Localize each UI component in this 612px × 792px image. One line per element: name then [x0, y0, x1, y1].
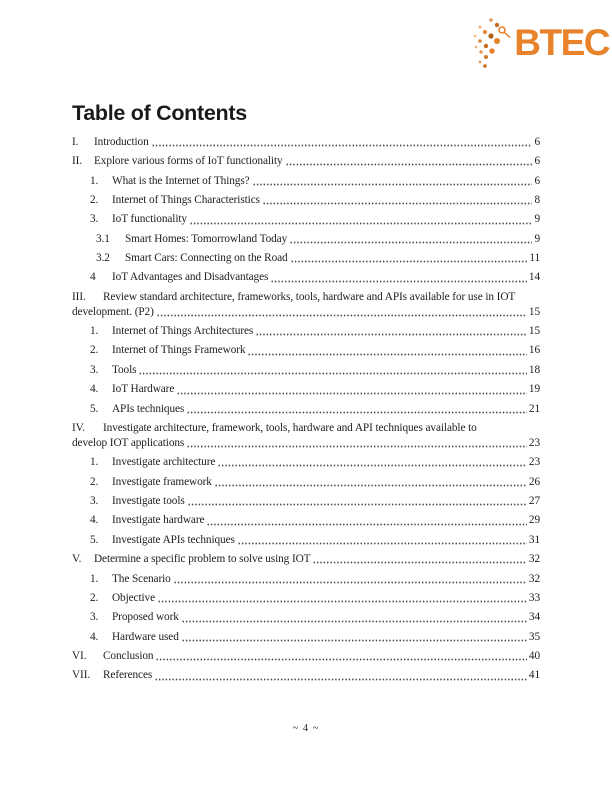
- toc-entry[interactable]: [90, 363, 540, 378]
- toc-entry-number: 5.: [90, 533, 99, 546]
- toc-page-number: 6: [534, 174, 540, 187]
- toc-entry-line: [90, 455, 540, 470]
- toc-entry-number: 3.: [90, 363, 99, 376]
- toc-dot-leader: [190, 222, 532, 225]
- toc-page-number: 27: [528, 494, 540, 507]
- toc-entry[interactable]: [90, 591, 540, 606]
- toc-dot-leader: [152, 144, 533, 147]
- page-title: Table of Contents: [72, 101, 247, 125]
- toc-entry-text: Objective: [112, 591, 156, 604]
- toc-dot-leader: [187, 445, 527, 448]
- toc-entry[interactable]: [90, 270, 540, 285]
- toc-entry-number: IV.: [72, 421, 85, 434]
- toc-entry-text: References: [103, 669, 153, 682]
- toc-entry-number: I.: [72, 135, 79, 148]
- toc-entry-number: 3.1: [96, 232, 110, 245]
- toc-entry-text: APIs techniques: [112, 402, 185, 415]
- toc-entry[interactable]: [90, 533, 540, 548]
- toc-entry-line: [90, 572, 540, 587]
- toc-entry[interactable]: [96, 251, 540, 266]
- toc-entry-line: [90, 402, 540, 417]
- toc-entry-line: [90, 363, 540, 378]
- toc-entry[interactable]: [90, 174, 540, 189]
- toc-dot-leader: [313, 561, 526, 564]
- toc-entry-line: [90, 324, 540, 339]
- toc-entry-text: IoT Hardware: [112, 383, 175, 396]
- toc-dot-leader: [263, 202, 533, 205]
- toc-entry-text: What is the Internet of Things?: [112, 174, 250, 187]
- toc-dot-leader: [155, 678, 527, 681]
- toc-entry-text: Conclusion: [103, 650, 154, 663]
- toc-entry-line: [90, 533, 540, 548]
- toc-page-number: 6: [534, 155, 540, 168]
- toc-dot-leader: [182, 620, 527, 623]
- toc-entry-text: Explore various forms of IoT functionality: [94, 155, 283, 168]
- toc-entry-text: Investigate hardware: [112, 514, 205, 527]
- toc-entry-text: Hardware used: [112, 630, 179, 643]
- toc-dot-leader: [290, 241, 532, 244]
- toc-entry[interactable]: [90, 513, 540, 528]
- toc-entry[interactable]: [90, 212, 540, 227]
- toc-entry-number: 4: [90, 271, 96, 284]
- toc-entry-line: [90, 343, 540, 358]
- page-number-footer: ~ 4 ~: [292, 723, 320, 734]
- toc-entry[interactable]: [72, 552, 540, 567]
- toc-entry-text: Investigate architecture, framework, tools, hardware and API techniques available to: [103, 421, 477, 434]
- toc-entry-line: [90, 174, 540, 189]
- toc-page-number: 6: [534, 135, 540, 148]
- toc-page-number: 29: [528, 514, 540, 527]
- toc-entry-number: 4.: [90, 383, 99, 396]
- toc-page-number: 31: [528, 533, 540, 546]
- toc-entry-number: 2.: [90, 344, 99, 357]
- toc-entry-line: [90, 475, 540, 490]
- toc-entry-text: IoT Advantages and Disadvantages: [112, 271, 269, 284]
- toc-entry[interactable]: [90, 455, 540, 470]
- toc-entry[interactable]: [90, 402, 540, 417]
- toc-page-number: 18: [528, 363, 540, 376]
- toc-dot-leader: [238, 542, 527, 545]
- toc-dot-leader: [188, 503, 527, 506]
- toc-dot-leader: [207, 523, 526, 526]
- toc-entry-number: VII.: [72, 669, 91, 682]
- toc-page-number: 32: [528, 572, 540, 585]
- toc-dot-leader: [157, 314, 527, 317]
- toc-page-number: 35: [528, 630, 540, 643]
- toc-entry-number: 3.: [90, 213, 99, 226]
- toc-entry-number: 1.: [90, 456, 99, 469]
- toc-entry-text-continued: develop IOT applications: [72, 436, 185, 449]
- toc-dot-leader: [156, 658, 526, 661]
- toc-entry-text: The Scenario: [112, 572, 171, 585]
- toc-page-number: 41: [528, 669, 540, 682]
- toc-entry-line: [90, 270, 540, 285]
- toc-entry-text: IoT functionality: [112, 213, 187, 226]
- toc-dot-leader: [187, 411, 527, 414]
- toc-page-number: 14: [528, 271, 540, 284]
- toc-entry-number: 2.: [90, 475, 99, 488]
- toc-entry-line: [90, 513, 540, 528]
- toc-entry-number: 1.: [90, 572, 99, 585]
- toc-entry-number: VI.: [72, 650, 87, 663]
- toc-dot-leader: [286, 163, 533, 166]
- toc-entry-number: II.: [72, 155, 83, 168]
- toc-entry[interactable]: [90, 494, 540, 509]
- toc-dot-leader: [215, 484, 527, 487]
- toc-dot-leader: [182, 639, 527, 642]
- toc-entry-line: [72, 290, 540, 305]
- toc-entry-line: [72, 421, 540, 436]
- toc-entry-number: 1.: [90, 325, 99, 338]
- toc-entry[interactable]: [72, 135, 540, 150]
- toc-entry-number: 2.: [90, 591, 99, 604]
- toc-entry-line: [90, 610, 540, 625]
- toc-entry-text: Internet of Things Characteristics: [112, 193, 260, 206]
- toc-page-number: 19: [528, 383, 540, 396]
- toc-list: [72, 135, 540, 684]
- toc-entry[interactable]: [90, 343, 540, 358]
- toc-entry-line: [72, 552, 540, 567]
- toc-entry[interactable]: [96, 232, 540, 247]
- toc-page-number: 33: [528, 591, 540, 604]
- toc-page-number: 21: [528, 402, 540, 415]
- toc-page-number: 9: [534, 213, 540, 226]
- toc-page-number: 40: [528, 650, 540, 663]
- toc-entry-text: Investigate architecture: [112, 456, 216, 469]
- toc-entry[interactable]: [72, 421, 540, 451]
- toc-entry-line: [72, 305, 540, 320]
- toc-entry-text: Determine a specific problem to solve using IOT: [94, 553, 311, 566]
- toc-entry-text: Introduction: [94, 135, 149, 148]
- toc-page-number: 16: [528, 344, 540, 357]
- toc-entry-number: 4.: [90, 630, 99, 643]
- toc-entry-number: 5.: [90, 402, 99, 415]
- toc-entry-line: [90, 494, 540, 509]
- toc-entry[interactable]: [72, 649, 540, 664]
- toc-entry-line: [90, 193, 540, 208]
- toc-entry-line: [96, 251, 540, 266]
- toc-entry-line: [72, 436, 540, 451]
- toc-entry[interactable]: [90, 324, 540, 339]
- toc-entry-number: 3.2: [96, 252, 110, 265]
- toc-page-number: 23: [528, 436, 540, 449]
- toc-entry[interactable]: [90, 193, 540, 208]
- toc-entry-text: Internet of Things Architectures: [112, 325, 254, 338]
- toc-entry[interactable]: [90, 630, 540, 645]
- toc-entry-line: [90, 630, 540, 645]
- toc-entry[interactable]: [90, 382, 540, 397]
- toc-entry-text: Review standard architecture, frameworks, tools, hardware and APIs available for use in IOT: [103, 290, 516, 303]
- toc-entry[interactable]: [90, 572, 540, 587]
- toc-entry-text: Investigate tools: [112, 494, 185, 507]
- toc-entry-text: Tools: [112, 363, 137, 376]
- toc-entry-number: 4.: [90, 514, 99, 527]
- toc-entry[interactable]: [72, 290, 540, 320]
- toc-page-number: 23: [528, 456, 540, 469]
- logo-text: BTEC: [514, 21, 609, 63]
- toc-entry-text: Proposed work: [112, 611, 179, 624]
- toc-entry-line: [96, 232, 540, 247]
- toc-dot-leader: [256, 333, 527, 336]
- toc-entry-line: [72, 649, 540, 664]
- page-content: [72, 0, 540, 688]
- toc-page-number: 34: [528, 611, 540, 624]
- toc-page-number: 26: [528, 475, 540, 488]
- toc-dot-leader: [271, 280, 527, 283]
- toc-dot-leader: [177, 392, 527, 395]
- toc-entry-text: Investigate framework: [112, 475, 212, 488]
- toc-entry[interactable]: [90, 610, 540, 625]
- toc-page-number: 15: [528, 305, 540, 318]
- toc-entry-number: 3.: [90, 611, 99, 624]
- toc-page-number: 9: [534, 232, 540, 245]
- toc-entry-line: [72, 668, 540, 683]
- toc-entry-number: V.: [72, 553, 82, 566]
- toc-entry-number: 3.: [90, 494, 99, 507]
- toc-entry-line: [72, 154, 540, 169]
- toc-entry-text-continued: development. (P2): [72, 305, 154, 318]
- toc-entry-line: [72, 135, 540, 150]
- toc-entry-number: 1.: [90, 174, 99, 187]
- toc-entry-number: 2.: [90, 193, 99, 206]
- toc-dot-leader: [139, 372, 526, 375]
- toc-dot-leader: [291, 260, 528, 263]
- toc-entry-text: Investigate APIs techniques: [112, 533, 235, 546]
- toc-entry-line: [90, 591, 540, 606]
- toc-entry-text: Smart Cars: Connecting on the Road: [125, 252, 288, 265]
- toc-entry[interactable]: [90, 475, 540, 490]
- toc-entry-number: III.: [72, 290, 86, 303]
- toc-entry-line: [90, 212, 540, 227]
- toc-page-number: 15: [528, 325, 540, 338]
- toc-dot-leader: [253, 183, 533, 186]
- toc-dot-leader: [248, 353, 526, 356]
- toc-dot-leader: [174, 581, 527, 584]
- toc-page-number: 32: [528, 553, 540, 566]
- toc-dot-leader: [158, 600, 527, 603]
- toc-dot-leader: [218, 464, 527, 467]
- toc-entry[interactable]: [72, 668, 540, 683]
- toc-page-number: 8: [534, 193, 540, 206]
- toc-entry-text: Internet of Things Framework: [112, 344, 246, 357]
- toc-entry-text: Smart Homes: Tomorrowland Today: [125, 232, 288, 245]
- toc-entry[interactable]: [72, 154, 540, 169]
- toc-page-number: 11: [529, 252, 540, 265]
- toc-entry-line: [90, 382, 540, 397]
